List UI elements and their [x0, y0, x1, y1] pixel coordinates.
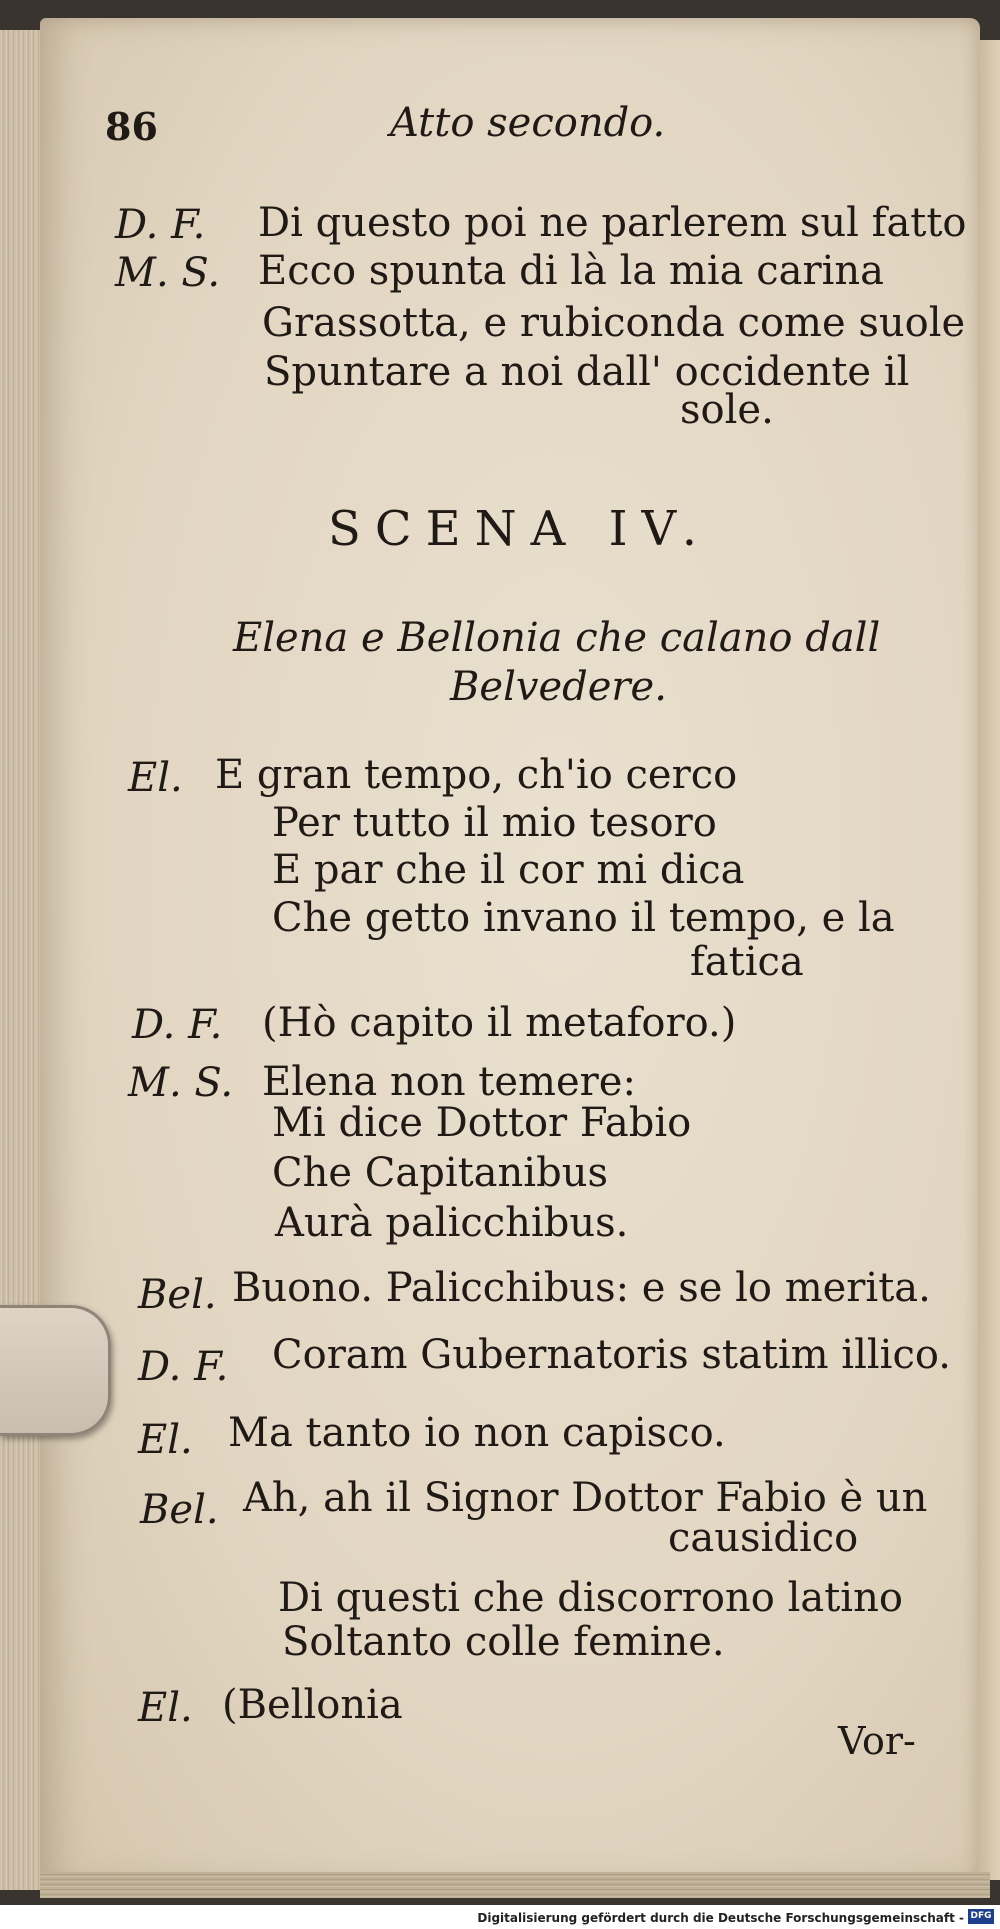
running-head: Atto secondo. — [390, 100, 666, 146]
dialogue-line: Di questo poi ne parlerem sul fatto — [258, 200, 967, 246]
dialogue-line: Ecco spunta di là la mia carina — [258, 248, 884, 294]
speaker-label: D. F. — [138, 1344, 229, 1390]
dialogue-line: (Bellonia — [222, 1682, 403, 1728]
speaker-label: El. — [138, 1685, 193, 1731]
book-page-edges-right — [978, 40, 1000, 1880]
bookmark-tab — [0, 1305, 111, 1436]
dialogue-line: Di questi che discorrono latino — [278, 1575, 903, 1621]
dialogue-line: Che getto invano il tempo, e la — [272, 895, 895, 941]
footer-credit: Digitalisierung gefördert durch die Deutsche Forschungsgemeinschaft - — [477, 1911, 964, 1925]
dialogue-line: causidico — [668, 1515, 859, 1561]
stage-direction: Elena e Bellonia che calano dall — [233, 615, 881, 661]
speaker-label: El. — [128, 755, 183, 801]
scene-title: SCENA IV. — [328, 501, 712, 557]
speaker-label: M. S. — [128, 1060, 234, 1106]
stage-direction: Belvedere. — [450, 664, 667, 710]
dialogue-line: (Hò capito il metaforo.) — [262, 1000, 737, 1046]
dialogue-line: Che Capitanibus — [272, 1150, 608, 1196]
dialogue-line: Soltanto colle femine. — [282, 1619, 725, 1665]
speaker-label: M. S. — [115, 250, 221, 296]
speaker-label: Bel. — [140, 1487, 219, 1533]
dialogue-line: E par che il cor mi dica — [272, 847, 745, 893]
speaker-label: Bel. — [138, 1272, 217, 1318]
speaker-label: D. F. — [132, 1002, 223, 1048]
page-number: 86 — [105, 104, 158, 149]
dialogue-line: Elena non temere: — [262, 1059, 636, 1105]
dialogue-line: fatica — [690, 939, 804, 985]
book-page-edges-bottom — [40, 1872, 990, 1898]
dialogue-line: sole. — [680, 387, 774, 433]
dialogue-line: Ah, ah il Signor Dottor Fabio è un — [243, 1475, 928, 1521]
dfg-logo: DFG — [968, 1909, 994, 1924]
dialogue-line: Ma tanto io non capisco. — [228, 1410, 726, 1456]
dialogue-line: Grassotta, e rubiconda come suole — [262, 300, 966, 346]
dialogue-line: Aurà palicchibus. — [275, 1200, 629, 1246]
dialogue-line: Per tutto il mio tesoro — [272, 800, 717, 846]
dialogue-line: E gran tempo, ch'io cerco — [215, 752, 738, 798]
catchword: Vor- — [838, 1719, 916, 1763]
dialogue-line: Buono. Palicchibus: e se lo merita. — [232, 1265, 931, 1311]
dialogue-line: Coram Gubernatoris statim illico. — [272, 1332, 951, 1378]
speaker-label: D. F. — [115, 202, 206, 248]
dialogue-line: Spuntare a noi dall' occidente il — [264, 349, 910, 395]
dialogue-line: Mi dice Dottor Fabio — [272, 1100, 692, 1146]
speaker-label: El. — [138, 1417, 193, 1463]
